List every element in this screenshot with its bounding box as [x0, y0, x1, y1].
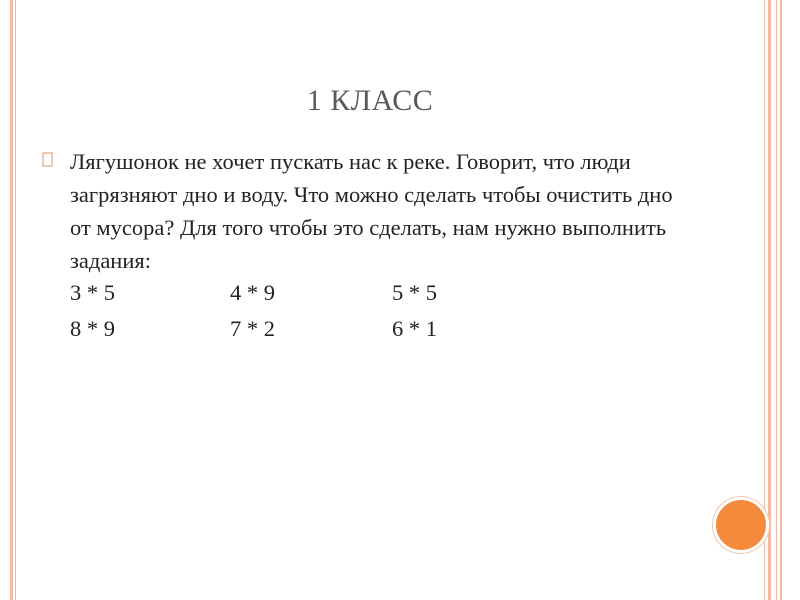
hollow-square-bullet-icon [42, 152, 56, 170]
task-item: 5 * 5 [392, 280, 437, 305]
task-item: 4 * 9 [230, 280, 275, 305]
right-border-line-2 [780, 0, 782, 600]
decorative-orange-circle [713, 497, 769, 553]
task-item: 3 * 5 [70, 280, 115, 305]
slide-title: 1 КЛАСС [306, 84, 434, 117]
task-item: 7 * 2 [230, 316, 275, 341]
right-border-line [768, 0, 771, 600]
task-item: 8 * 9 [70, 316, 115, 341]
task-item: 6 * 1 [392, 316, 437, 341]
right-border-line-thin-2 [776, 0, 777, 600]
slide-paragraph: Лягушонок не хочет пускать нас к реке. Говорит, что люди загрязняют дно и воду. Что можно сделать чтобы очистить дно от мусора? Для того чтобы это сделать, нам нужно выполнить задания: [70, 149, 673, 273]
